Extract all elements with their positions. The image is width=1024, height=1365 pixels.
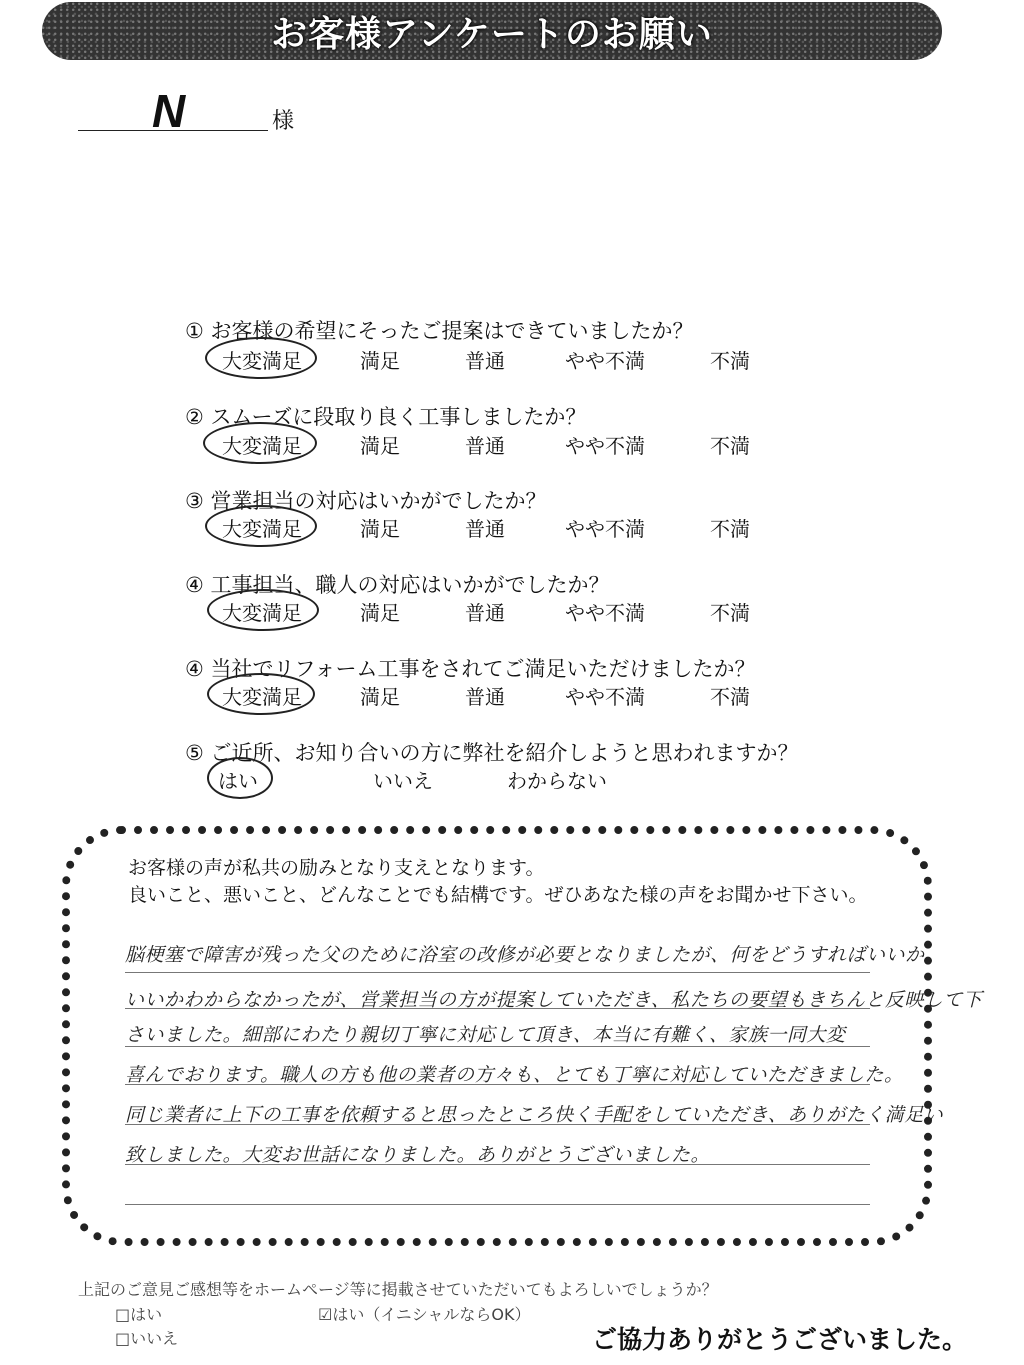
q2-option-satisfied[interactable]: 満足 <box>360 434 400 458</box>
q4-option-somewhat-dissatisfied[interactable]: やや不満 <box>565 601 645 625</box>
q1-option-dissatisfied[interactable]: 不満 <box>710 349 750 373</box>
consent-option-initial[interactable]: ☑はい（イニシャルならOK） <box>318 1305 531 1324</box>
survey-title: お客様アンケートのお願い <box>271 13 713 55</box>
question-5: ④ 当社でリフォーム工事をされてご満足いただけましたか？ <box>185 657 756 681</box>
q1-option-satisfied[interactable]: 満足 <box>360 349 400 373</box>
question-2: ② スムーズに段取り良く工事しましたか？ <box>185 405 587 429</box>
q3-selection-circle <box>205 505 317 547</box>
honorific: 様 <box>272 109 295 134</box>
question-3: ③ 営業担当の対応はいかがでしたか？ <box>185 489 547 513</box>
q3-option-normal[interactable]: 普通 <box>465 517 505 541</box>
feedback-rule <box>125 972 870 973</box>
q4-option-satisfied[interactable]: 満足 <box>360 601 400 625</box>
consent-option-no[interactable]: □いいえ <box>115 1329 179 1348</box>
q4-option-dissatisfied[interactable]: 不満 <box>710 601 750 625</box>
feedback-rule <box>125 1124 870 1125</box>
feedback-rule <box>125 1046 870 1047</box>
q2-option-very-satisfied[interactable]: 大変満足 <box>222 434 302 458</box>
q6-selection-circle <box>207 757 273 799</box>
q4-option-normal[interactable]: 普通 <box>465 601 505 625</box>
feedback-line-3: さいました。細部にわたり親切丁寧に対応して頂き、本当に有難く、家族一同大変 <box>125 1024 846 1046</box>
feedback-line-4: 喜んでおります。職人の方も他の業者の方々も、とても丁寧に対応していただきました。 <box>125 1064 904 1086</box>
q1-selection-circle <box>205 337 317 379</box>
feedback-line-2: いいかわからなかったが、営業担当の方が提案していただき、私たちの要望もきちんと反映して下 <box>125 989 983 1011</box>
feedback-rule <box>125 1204 870 1205</box>
q2-option-dissatisfied[interactable]: 不満 <box>710 434 750 458</box>
q2-selection-circle <box>203 422 317 464</box>
q5-option-normal[interactable]: 普通 <box>465 685 505 709</box>
feedback-rule <box>125 1084 870 1085</box>
feedback-prompt-1: お客様の声が私共の励みとなり支えとなります。 <box>128 857 545 879</box>
feedback-rule <box>125 1008 870 1009</box>
q5-option-satisfied[interactable]: 満足 <box>360 685 400 709</box>
thanks-message: ご協力ありがとうございました。 <box>592 1325 968 1354</box>
q2-option-somewhat-dissatisfied[interactable]: やや不満 <box>565 434 645 458</box>
q3-option-satisfied[interactable]: 満足 <box>360 517 400 541</box>
q4-selection-circle <box>207 589 319 631</box>
q5-selection-circle <box>207 673 315 715</box>
q5-option-somewhat-dissatisfied[interactable]: やや不満 <box>565 685 645 709</box>
q1-option-very-satisfied[interactable]: 大変満足 <box>222 349 302 373</box>
feedback-prompt-2: 良いこと、悪いこと、どんなことでも結構です。ぜひあなた様の声をお聞かせ下さい。 <box>128 884 868 906</box>
q3-option-very-satisfied[interactable]: 大変満足 <box>222 517 302 541</box>
q5-option-very-satisfied[interactable]: 大変満足 <box>222 685 302 709</box>
question-4: ④ 工事担当、職人の対応はいかがでしたか？ <box>185 573 610 597</box>
q3-option-dissatisfied[interactable]: 不満 <box>710 517 750 541</box>
title-banner <box>42 2 942 60</box>
feedback-rule <box>125 1164 870 1165</box>
q5-option-dissatisfied[interactable]: 不満 <box>710 685 750 709</box>
q6-option-yes[interactable]: はい <box>218 769 258 793</box>
consent-question: 上記のご意見ご感想等をホームページ等に掲載させていただいてもよろしいでしょうか？ <box>78 1280 718 1299</box>
q1-option-normal[interactable]: 普通 <box>465 349 505 373</box>
feedback-line-5: 同じ業者に上下の工事を依頼すると思ったところ快く手配をしていただき、ありがたく満足い <box>125 1104 944 1126</box>
consent-option-yes[interactable]: □はい <box>115 1305 163 1324</box>
feedback-line-1: 脳梗塞で障害が残った父のために浴室の改修が必要となりましたが、何をどうすればいいか <box>125 944 925 966</box>
customer-name: N <box>152 85 186 137</box>
name-underline <box>78 130 268 131</box>
feedback-line-6: 致しました。大変お世話になりました。ありがとうございました。 <box>125 1144 711 1166</box>
q6-option-unsure[interactable]: わからない <box>507 769 607 793</box>
q1-option-somewhat-dissatisfied[interactable]: やや不満 <box>565 349 645 373</box>
q4-option-very-satisfied[interactable]: 大変満足 <box>222 601 302 625</box>
q6-option-no[interactable]: いいえ <box>373 769 433 793</box>
q2-option-normal[interactable]: 普通 <box>465 434 505 458</box>
question-1: ① お客様の希望にそったご提案はできていましたか？ <box>185 319 694 343</box>
question-6: ⑤ ご近所、お知り合いの方に弊社を紹介しようと思われますか？ <box>185 741 799 765</box>
q3-option-somewhat-dissatisfied[interactable]: やや不満 <box>565 517 645 541</box>
